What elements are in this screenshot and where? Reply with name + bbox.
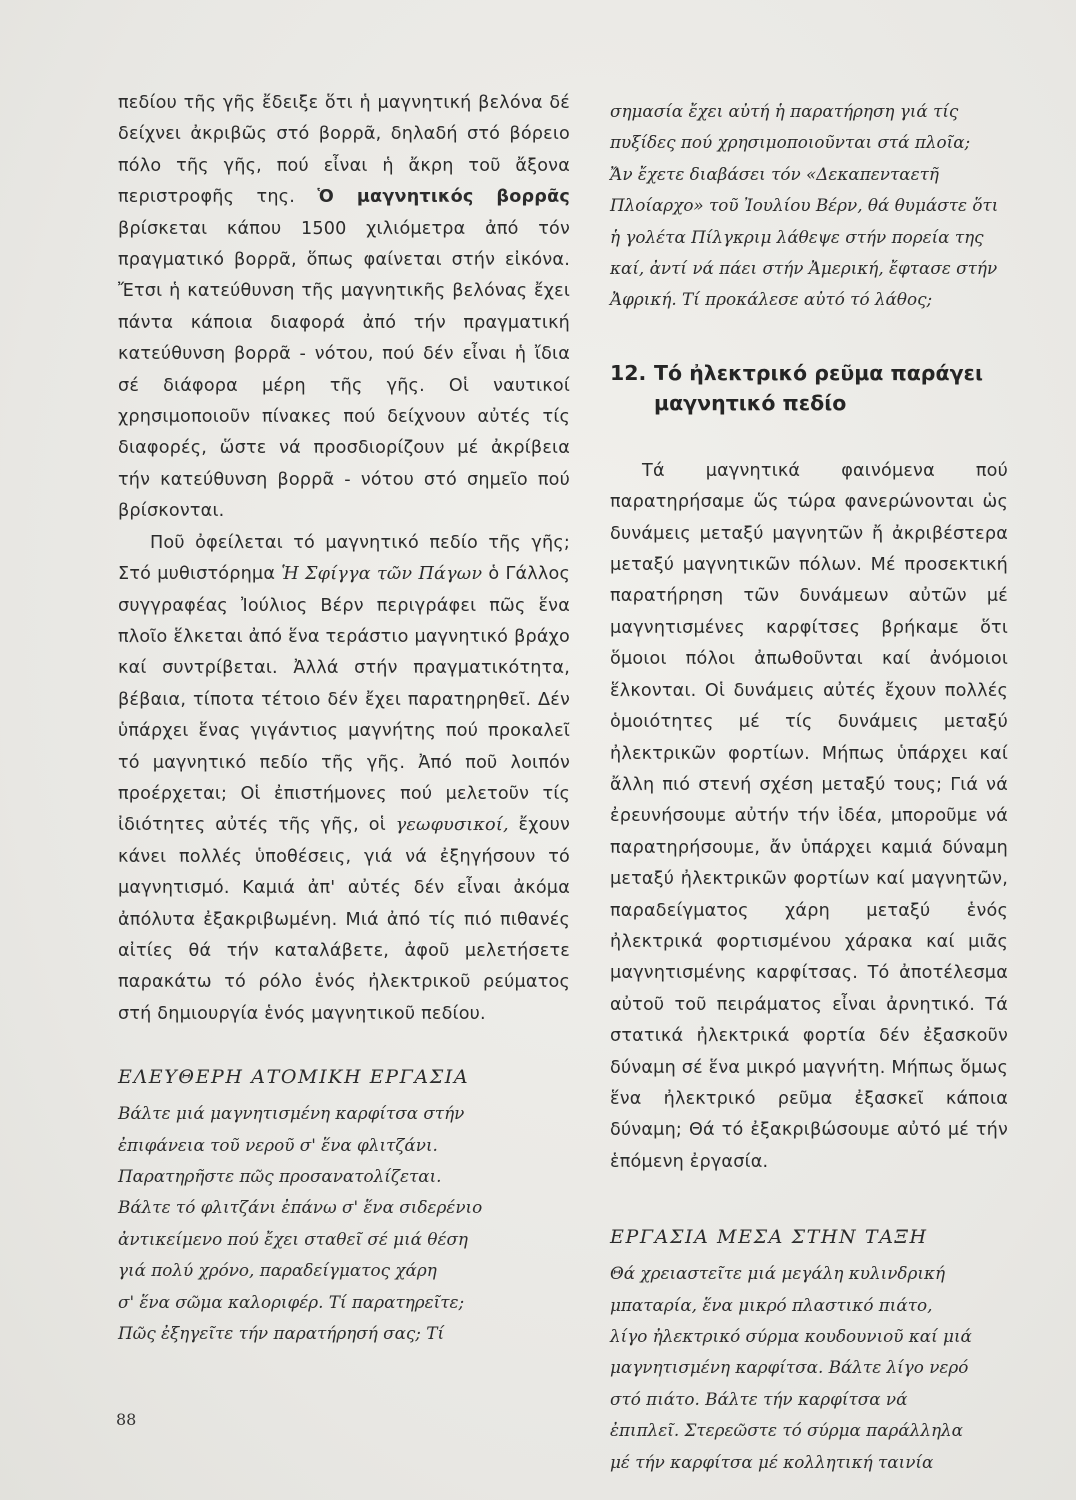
individual-work-text: Βάλτε μιά μαγνητισμένη καρφίτσα στήν ἐπιφάνεια τοῦ νεροῦ σ' ἕνα φλιτζάνι. Παρατηρῆστε πῶς προσανατολίζεται. Βάλτε τό φλιτζάνι ἐπάνω σ' ἕνα σιδερένιο ἀντικείμενο πού ἔχει σταθεῖ σέ μιά θέση γιά πολύ χρόνο, παραδείγματος χάρη σ' ἕνα σῶμα καλοριφέρ. Τί παρατηρεῖτε; Πῶς ἐξηγεῖτε τήν παρατήρησή σας; Τί [118,1103,483,1344]
chapter-title-line1: Τό ἠλεκτρικό ρεῦμα παράγει [654,360,983,385]
paragraph-earth-field-origin [118,528,570,1031]
text-run: Ποῦ ὀφείλεται τό μαγνητικό πεδίο τῆς γῆς; Στό μυθιστόρημα [118,532,570,585]
text-run: πεδίου τῆς γῆς ἔδειξε ὅτι ἡ μαγνητική βελόνα δέ δείχνει ἀκριβῶς στό βορρᾶ, δηλαδή στό βόρειο πόλο τῆς γῆς, πού εἶναι ἡ ἄκρη τοῦ ἄξονα περιστροφῆς της. [118,93,570,208]
continued-question-text: σημασία ἔχει αὐτή ἡ παρατήρηση γιά τίς πυξίδες πού χρησιμοποιοῦνται στά πλοῖα; Ἄν ἔχετε διαβάσει τόν «Δεκαπενταετῆ Πλοίαρχο» τοῦ Ἰουλίου Βέρν, θά θυμάστε ὅτι ἡ γολέτα Πίλγκριμ λάθεψε στήν πορεία της καί, ἀντί νά πάει στήν Ἀμερική, ἔφτασε στήν Ἀφρική. Τί προκάλεσε αὐτό τό λάθος; [610,101,999,310]
text-run: ἔχουν κάνει πολλές ὑποθέσεις, γιά νά ἐξηγήσουν τό μαγνητισμό. Καμιά ἀπ' αὐτές δέν εἶναι ἀκόμα ἀπόλυτα ἐξακριβωμένη. Μιά ἀπό τίς πιό πιθανές αἰτίες θά τήν καταλάβετε, ἀφοῦ μελετήσετε παρακάτω τό ρόλο ἑνός ἠλεκτρικοῦ ρεύματος στή δημιουργία ἑνός μαγνητικοῦ πεδίου. [118,815,570,1024]
chapter-number: 12. [610,360,647,385]
paragraph-current-magnetism: Τά μαγνητικά φαινόμενα πού παρατηρήσαμε ὥς τώρα φανερώνονται ὡς δυνάμεις μεταξύ μαγνητῶν ἤ ἀκριβέστερα μεταξύ μαγνητικῶν πόλων. Μέ προσεκτική παρατήρηση τῶν δυνάμεων αὐτῶν μέ μαγνητισμένες καρφίτσες βρήκαμε ὅτι ὅμοιοι πόλοι ἀπωθοῦνται καί ἀνόμοιοι ἕλκονται. Οἱ δυνάμεις αὐτές ἔχουν πολλές ὁμοιότητες μέ τίς δυνάμεις μεταξύ ἠλεκτρικῶν φορτίων. Μήπως ὑπάρχει καί ἄλλη πιό στενή σχέση μεταξύ τους; Γιά νά ἐρευνήσουμε αὐτήν τήν ἰδέα, μποροῦμε νά παρατηρήσουμε, ἄν ὑπάρχει καμιά δύναμη μεταξύ ἠλεκτρικῶν φορτίων καί μαγνητῶν, παραδείγματος χάρη μεταξύ ἑνός ἠλεκτρικά φορτισμένου χάρακα καί μιᾶς μαγνητισμένης καρφίτσας. Τό ἀποτέλεσμα αὐτοῦ τοῦ πειράματος εἶναι ἀρνητικό. Τά στατικά ἠλεκτρικά φορτία δέν ἐξασκοῦν δύναμη σέ ἕνα μικρό μαγνήτη. Μήπως ὅμως ἕνα ἠλεκτρικό ρεῦμα ἐξασκεῖ κάποια δύναμη; Θά τό ἐξακριβώσουμε αὐτό μέ τήν ἑπόμενη ἐργασία. [610,460,1008,1172]
section-title-individual-work: ΕΛΕΥΘΕΡΗ ΑΤΟΜΙΚΗ ΕΡΓΑΣΙΑ [118,1066,470,1089]
text-run: ὁ Γάλλος συγγραφέας Ἰούλιος Βέρν περιγράφει πῶς ἕνα πλοῖο ἕλκεται ἀπό ἕνα τεράστιο μαγνητικό βράχο καί συντρίβεται. Ἀλλά στήν πραγματικότητα, βέβαια, τίποτα τέτοιο δέν ἔχει παρατηρηθεῖ. Δέν ὑπάρχει ἕνας γιγάντιος μαγνήτης πού προκαλεῖ τό μαγνητικό πεδίο τῆς γῆς. Ἀπό ποῦ λοιπόν προέρχεται; Οἱ ἐπιστήμονες πού μελετοῦν τίς ἰδιότητες αὐτές τῆς γῆς, οἱ [118,564,570,836]
left-column [118,88,570,1349]
section-title-class-work: ΕΡΓΑΣΙΑ ΜΕΣΑ ΣΤΗΝ ΤΑΞΗ [610,1226,928,1249]
text-run: βρίσκεται κάπου 1500 χιλιόμετρα ἀπό τόν πραγματικό βορρᾶ, ὅπως φαίνεται στήν εἰκόνα. Ἔτσι ἡ κατεύθυνση τῆς μαγνητικῆς βελόνας ἔχει πάντα κάποια διαφορά ἀπό τήν πραγματική κατεύθυνση βορρᾶ - νότου, πού δέν εἶναι ἡ ἴδια σέ διάφορα μέρη τῆς γῆς. Οἱ ναυτικοί χρησιμοποιοῦν πίνακες πού δείχνουν αὐτές τίς διαφορές, ὥστε νά προσδιορίζουν μέ ἀκρίβεια τήν κατεύθυνση βορρᾶ - νότου στό σημεῖο πού βρίσκονται. [118,218,570,522]
key-term: γεωφυσικοί, [395,815,509,836]
right-column [610,96,1008,1478]
novel-title: Ἡ Σφίγγα τῶν Πάγων [281,564,483,585]
chapter-title-line2: μαγνητικό πεδίο [654,390,847,415]
key-term: Ὁ μαγνητικός βορρᾶς [317,187,570,208]
page-number: 88 [116,1410,137,1429]
paragraph-magnetic-north [118,88,570,528]
class-work-text: Θά χρειαστεῖτε μιά μεγάλη κυλινδρική μπαταρία, ἕνα μικρό πλαστικό πιάτο, λίγο ἠλεκτρικό σύρμα κουδουνιοῦ καί μιά μαγνητισμένη καρφίτσα. Βάλτε λίγο νερό στό πιάτο. Βάλτε τήν καρφίτσα νά ἐπιπλεῖ. Στερεῶστε τό σύρμα παράλληλα μέ τήν καρφίτσα μέ κολλητική ταινία [610,1263,972,1472]
chapter-heading [610,358,1008,418]
